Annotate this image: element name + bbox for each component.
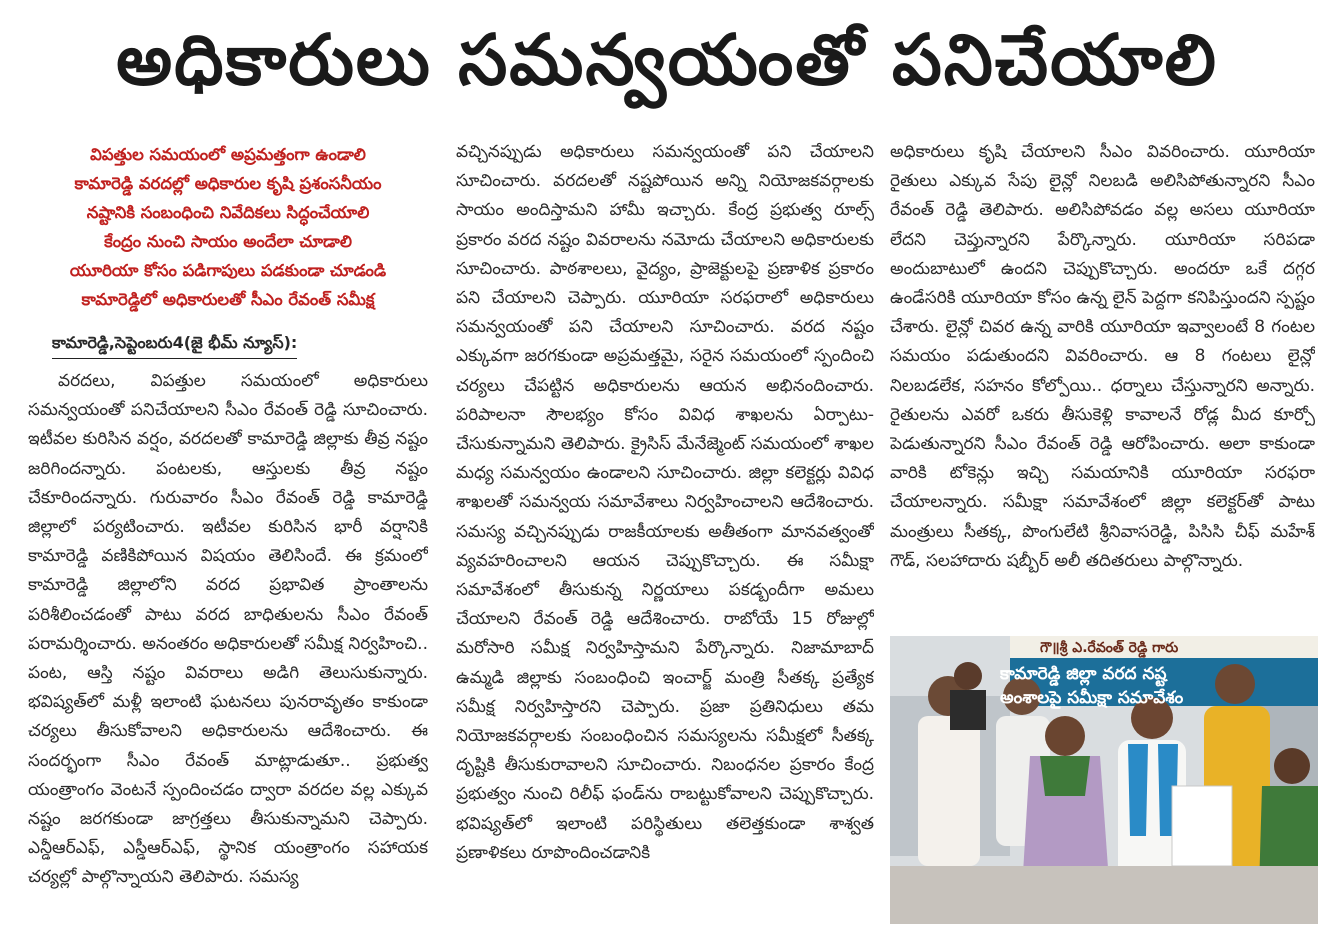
subheads-block — [28, 140, 428, 314]
photo-banner-line3: అంశాలపై సమీక్షా సమావేశం — [1000, 688, 1184, 708]
document-paper — [1172, 786, 1232, 866]
photo-banner-line2: కామారెడ్డి జిల్లా వరద నష్ట — [1000, 664, 1167, 684]
photo-banner-line1: గౌ॥శ్రీ ఎ.రేవంత్ రెడ్డి గారు — [1040, 640, 1179, 656]
subhead: యూరియా కోసం పడిగాపులు పడకుండా చూడండి — [69, 261, 387, 280]
person-back-dark-glasses — [950, 662, 986, 730]
subhead: నష్టానికి సంబంధించి నివేదికలు సిద్ధంచేయాలి — [86, 203, 370, 222]
headline: అధికారులు సమన్వయంతో పనిచేయాలి — [116, 19, 1218, 101]
subhead: కామారెడ్డిలో అధికారులతో సీఎం రేవంత్ సమీక్ష — [81, 290, 375, 309]
dateline: కామారెడ్డి,సెప్టెంబరు4(జై భీమ్ న్యూస్): — [52, 328, 297, 359]
article-text-col2: వచ్చినప్పుడు అధికారులు సమన్వయంతో పని చేయాలని సూచించారు. వరదలతో నష్టపోయిన అన్ని నియోజకవర్గాలకు సాయం అందిస్తామని హామీ ఇచ్చారు. కేంద్ర ప్రభుత్వ రూల్స్ ప్రకారం వరద నష్టం వివరాలను నమోదు చేయాలని అధికారులకు సూచించారు. పాఠశాలలు, వైద్యం, ప్రాజెక్టులపై ప్రణాళిక ప్రకారం పని చేయాలని చెప్పారు. యూరియా సరఫరాలో అధికారులు సమన్వయంతో పని చేయాలని సూచించారు. వరద నష్టం ఎక్కువగా జరగకుండా అప్రమత్తమై, సరైన సమయంలో స్పందించి చర్యలు చేపట్టిన అధికారులను ఆయన అభినందించారు. పరిపాలనా సౌలభ్యం కోసం వివిధ శాఖలను ఏర్పాటు-చేసుకున్నామని తెలిపారు. క్రైసిస్ మేనేజ్మెంట్ సమయంలో శాఖల మధ్య సమన్వయం ఉండాలని సూచించారు. జిల్లా కలెక్టర్లు వివిధ శాఖలతో సమన్వయ సమావేశాలు నిర్వహించాలని ఆదేశించారు. సమస్య వచ్చినప్పుడు రాజకీయాలకు అతీతంగా మానవత్వంతో వ్యవహరించాలని ఆయన చెప్పుకొచ్చారు. ఈ సమీక్షా సమావేశంలో తీసుకున్న నిర్ణయాలు పకడ్బందీగా అమలు చేయాలని రేవంత్ రెడ్డి ఆదేశించారు. రాబోయే 15 రోజుల్లో మరోసారి సమీక్ష నిర్వహిస్తామని పేర్కొన్నారు. నిజామాబాద్ ఉమ్మడి జిల్లాకు సంబంధించి ఇంచార్జ్ మంత్రి సీతక్క ప్రత్యేక సమీక్ష నిర్వహిస్తారని చెప్పారు. ప్రజా ప్రతినిధులు తమ నియోజకవర్గాలకు సంబంధించిన సమస్యలను సమీక్షలో సీతక్క దృష్టికి తీసుకురావాలని సూచించారు. నిబంధనల ప్రకారం కేంద్ర ప్రభుత్వం నుంచి రిలీఫ్ ఫండ్‌ను రాబట్టుకోవాలని చెప్పుకొచ్చారు. భవిష్యత్‌లో ఇలాంటి పరిస్థితులు తలెత్తకుండా శాశ్వత ప్రణాళికలు రూపొందించడానికి — [456, 142, 874, 863]
subhead: విపత్తుల సమయంలో అప్రమత్తంగా ఉండాలి — [90, 145, 366, 164]
article-text-col1: వరదలు, విపత్తుల సమయంలో అధికారులు సమన్వయంతో పనిచేయాలని సీఎం రేవంత్ రెడ్డి సూచించారు. ఇటీవల కురిసిన వర్షం, వరదలతో కామారెడ్డి జిల్లాకు తీవ్ర నష్టం జరిగిందన్నారు. పంటలకు, ఆస్తులకు తీవ్ర నష్టం చేకూరిందన్నారు. గురువారం సీఎం రేవంత్ రెడ్డి కామారెడ్డి జిల్లాలో పర్యటించారు. ఇటీవల కురిసిన భారీ వర్షానికి కామారెడ్డి వణికిపోయిన విషయం తెలిసిందే. ఈ క్రమంలో కామారెడ్డి జిల్లాలోని వరద ప్రభావిత ప్రాంతాలను పరిశీలించడంతో పాటు వరద బాధితులను సీఎం రేవంత్ పరామర్శించారు. అనంతరం అధికారులతో సమీక్ష నిర్వహించి.. పంట, ఆస్తి నష్టం వివరాలు అడిగి తెలుసుకున్నారు. భవిష్యత్‌లో మళ్లీ ఇలాంటి ఘటనలు పునరావృతం కాకుండా చర్యలు తీసుకోవాలని అధికారులను ఆదేశించారు. ఈ సందర్భంగా సీఎం రేవంత్ మాట్లాడుతూ.. ప్రభుత్వ యంత్రాంగం వెంటనే స్పందించడం ద్వారా వరదల వల్ల ఎక్కువ నష్టం జరగకుండా జాగ్రత్తలు తీసుకున్నామని చెప్పారు. ఎన్డీఆర్ఎఫ్, ఎస్డీఆర్ఎఫ్, స్థానిక యంత్రాంగం సహాయక చర్యల్లో పాల్గొన్నాయని తెలిపారు. సమస్య — [28, 371, 428, 888]
subhead: కామారెడ్డి వరదల్లో అధికారుల కృషి ప్రశంసనీయం — [74, 174, 382, 193]
article-text-col3: అధికారులు కృషి చేయాలని సీఎం వివరించారు. యూరియా రైతులు ఎక్కువ సేపు లైన్లో నిలబడి అలిసిపోతున్నారని సీఎం రేవంత్ రెడ్డి తెలిపారు. అలిసిపోవడం వల్ల అసలు యూరియా లేదని చెప్తున్నారని పేర్కొన్నారు. యూరియా సరిపడా అందుబాటులో ఉందని చెప్పుకొచ్చారు. అందరూ ఒకే దగ్గర ఉండేసరికి యూరియా కోసం ఉన్న లైన్ పెద్దగా కనిపిస్తుందని స్పష్టం చేశారు. లైన్లో చివర ఉన్న వారికి యూరియా ఇవ్వాలంటే 8 గంటల సమయం పడుతుందని వివరించారు. ఆ 8 గంటలు లైన్లో నిలబడలేక, సహనం కోల్పోయి.. ధర్నాలు చేస్తున్నారని అన్నారు. రైతులను ఎవరో ఒకరు తీసుకెళ్లి కావాలనే రోడ్ల మీద కూర్చో పెడుతున్నారని సీఎం రేవంత్ రెడ్డి ఆరోపించారు. అలా కాకుండా వారికి టోకెన్లు ఇచ్చి సమయానికి యూరియా సరఫరా చేయాలన్నారు. సమీక్షా సమావేశంలో జిల్లా కలెక్టర్‌తో పాటు మంత్రులు సీతక్క, పొంగులేటి శ్రీనివాసరెడ్డి, పిసిసి చీఫ్ మహేశ్ గౌడ్, సలహాదారు షబ్బీర్ అలీ తదితరులు పాల్గొన్నారు. — [890, 142, 1315, 571]
subhead: కేంద్రం నుంచి సాయం అందేలా చూడాలి — [104, 232, 352, 251]
column-3 — [890, 138, 1315, 576]
news-photo — [890, 636, 1318, 924]
column-1 — [28, 140, 428, 893]
column-2 — [456, 138, 874, 868]
